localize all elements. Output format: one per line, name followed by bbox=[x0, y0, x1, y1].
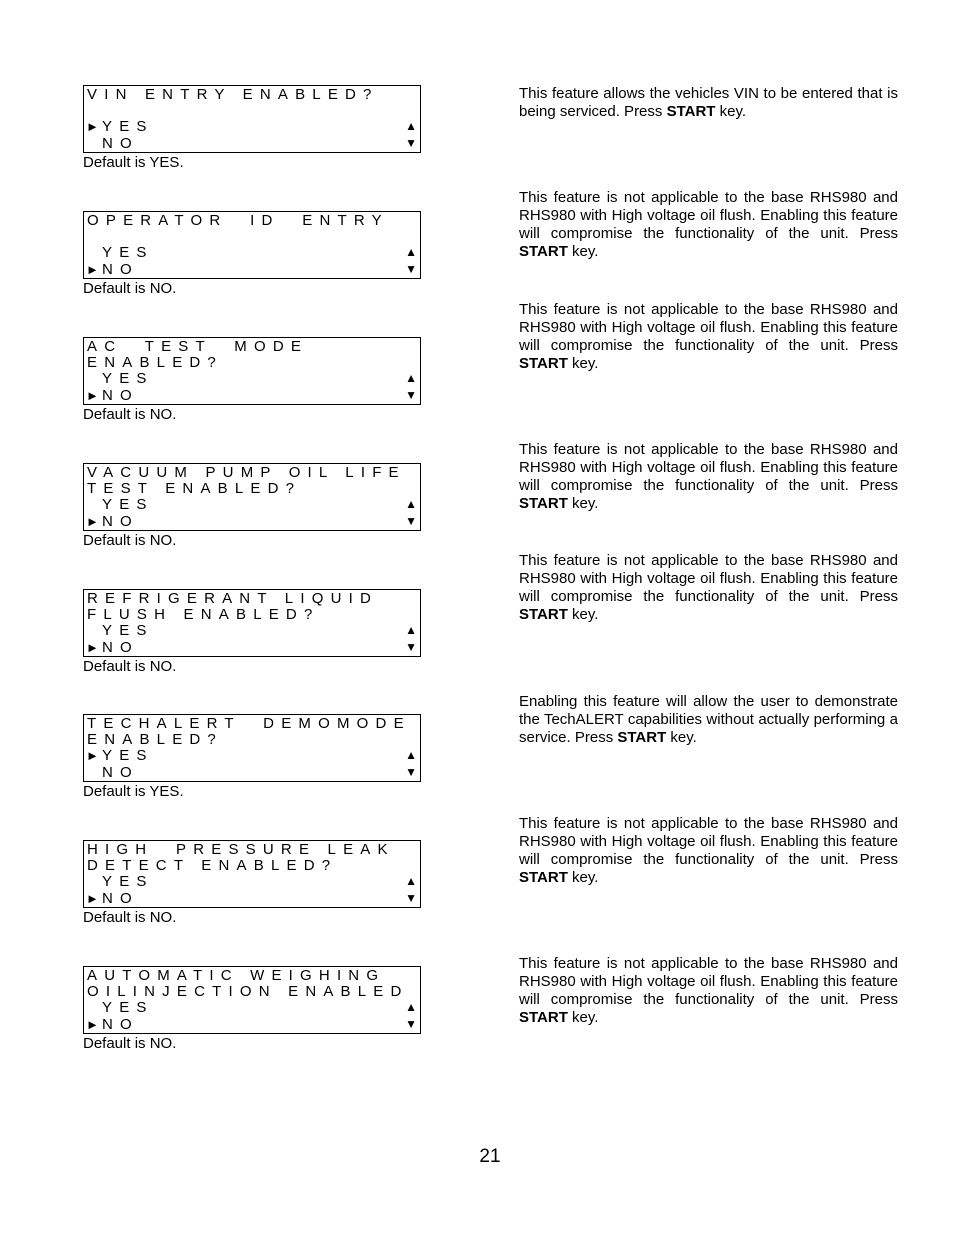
pointer-icon: ► bbox=[86, 748, 99, 763]
option-no[interactable] bbox=[86, 1016, 139, 1033]
up-arrow-icon: ▲ bbox=[405, 748, 417, 762]
lcd-line-1: AUTOMATIC WEIGHING bbox=[87, 967, 386, 984]
page-number: 21 bbox=[479, 1146, 501, 1167]
down-arrow-icon: ▼ bbox=[405, 136, 417, 150]
feature-description bbox=[519, 189, 898, 261]
lcd-section-refrigerant-flush bbox=[83, 589, 421, 675]
lcd-line-2: OILINJECTION ENABLED bbox=[87, 983, 409, 1000]
default-note: Default is NO. bbox=[83, 909, 177, 926]
option-no[interactable] bbox=[86, 890, 139, 907]
down-arrow-icon: ▼ bbox=[405, 1017, 417, 1031]
down-arrow-icon: ▼ bbox=[405, 262, 417, 276]
description-suffix: key. bbox=[715, 103, 747, 120]
lcd-line-2: ENABLED? bbox=[87, 354, 223, 371]
description-suffix: key. bbox=[567, 243, 599, 260]
description-suffix: key. bbox=[567, 355, 599, 372]
default-note: Default is NO. bbox=[83, 658, 177, 675]
option-yes[interactable] bbox=[86, 999, 154, 1016]
pointer-icon: ► bbox=[86, 640, 99, 655]
lcd-section-operator-id bbox=[83, 211, 421, 297]
description-suffix: key. bbox=[567, 495, 599, 512]
option-yes[interactable] bbox=[86, 622, 154, 639]
lcd-line-1: TECHALERT DEMOMODE bbox=[87, 715, 411, 732]
start-key-label: START bbox=[519, 606, 568, 623]
lcd-display bbox=[83, 85, 421, 153]
pointer-icon: ► bbox=[86, 119, 99, 134]
feature-description bbox=[519, 552, 898, 624]
description-text: This feature is not applicable to the base RHS980 and RHS980 with High voltage oil flush. Enabling this feature will compromise the functionality of the unit. Press bbox=[519, 189, 898, 242]
lcd-line-2: FLUSH ENABLED? bbox=[87, 606, 320, 623]
pointer-icon: ► bbox=[86, 891, 99, 906]
feature-description bbox=[519, 301, 898, 373]
lcd-line-1: AC TEST MODE bbox=[87, 338, 309, 355]
option-no-label: NO bbox=[102, 513, 139, 530]
option-no-label: NO bbox=[102, 387, 139, 404]
up-arrow-icon: ▲ bbox=[405, 497, 417, 511]
lcd-line-1: VACUUM PUMP OIL LIFE bbox=[87, 464, 406, 481]
option-yes[interactable] bbox=[86, 370, 154, 387]
start-key-label: START bbox=[519, 355, 568, 372]
pointer-icon: ► bbox=[86, 1017, 99, 1032]
start-key-label: START bbox=[519, 1009, 568, 1026]
description-text: This feature is not applicable to the base RHS980 and RHS980 with High voltage oil flush. Enabling this feature will compromise the functionality of the unit. Press bbox=[519, 552, 898, 605]
lcd-display bbox=[83, 589, 421, 657]
description-suffix: key. bbox=[567, 869, 599, 886]
up-arrow-icon: ▲ bbox=[405, 245, 417, 259]
down-arrow-icon: ▼ bbox=[405, 514, 417, 528]
lcd-section-techalert-demomode bbox=[83, 714, 421, 800]
lcd-line-2: DETECT ENABLED? bbox=[87, 857, 338, 874]
option-no[interactable] bbox=[86, 387, 139, 404]
down-arrow-icon: ▼ bbox=[405, 765, 417, 779]
option-yes[interactable] bbox=[86, 118, 154, 135]
lcd-display bbox=[83, 714, 421, 782]
lcd-line-2: ENABLED? bbox=[87, 731, 223, 748]
description-suffix: key. bbox=[567, 1009, 599, 1026]
lcd-section-high-pressure-leak bbox=[83, 840, 421, 926]
lcd-section-automatic-weighing bbox=[83, 966, 421, 1052]
option-yes-label: YES bbox=[102, 747, 154, 764]
up-arrow-icon: ▲ bbox=[405, 623, 417, 637]
option-no[interactable] bbox=[86, 764, 139, 781]
feature-description bbox=[519, 441, 898, 513]
start-key-label: START bbox=[519, 869, 568, 886]
up-arrow-icon: ▲ bbox=[405, 119, 417, 133]
default-note: Default is NO. bbox=[83, 280, 177, 297]
option-yes-label: YES bbox=[102, 873, 154, 890]
option-no-label: NO bbox=[102, 890, 139, 907]
lcd-section-ac-test-mode bbox=[83, 337, 421, 423]
lcd-display bbox=[83, 966, 421, 1034]
down-arrow-icon: ▼ bbox=[405, 388, 417, 402]
description-text: This feature is not applicable to the base RHS980 and RHS980 with High voltage oil flush. Enabling this feature will compromise the functionality of the unit. Press bbox=[519, 815, 898, 868]
feature-description bbox=[519, 85, 898, 121]
feature-description bbox=[519, 815, 898, 887]
lcd-display bbox=[83, 840, 421, 908]
lcd-section-vin-entry bbox=[83, 85, 421, 171]
description-text: Enabling this feature will allow the user to demonstrate the TechALERT capabilities without actually performing a service. Press bbox=[519, 693, 898, 746]
option-no[interactable] bbox=[86, 513, 139, 530]
up-arrow-icon: ▲ bbox=[405, 1000, 417, 1014]
option-no[interactable] bbox=[86, 639, 139, 656]
down-arrow-icon: ▼ bbox=[405, 640, 417, 654]
default-note: Default is NO. bbox=[83, 406, 177, 423]
option-no-label: NO bbox=[102, 1016, 139, 1033]
lcd-line-1: REFRIGERANT LIQUID bbox=[87, 590, 379, 607]
description-text: This feature is not applicable to the base RHS980 and RHS980 with High voltage oil flush. Enabling this feature will compromise the functionality of the unit. Press bbox=[519, 441, 898, 494]
start-key-label: START bbox=[617, 729, 667, 746]
description-text: This feature allows the vehicles VIN to be entered that is being serviced. Press bbox=[519, 85, 898, 120]
option-yes-label: YES bbox=[102, 999, 154, 1016]
down-arrow-icon: ▼ bbox=[405, 891, 417, 905]
default-note: Default is NO. bbox=[83, 1035, 177, 1052]
option-yes[interactable] bbox=[86, 873, 154, 890]
option-no-label: NO bbox=[102, 261, 139, 278]
description-suffix: key. bbox=[567, 606, 599, 623]
default-note: Default is YES. bbox=[83, 154, 184, 171]
option-yes[interactable] bbox=[86, 496, 154, 513]
feature-description bbox=[519, 693, 898, 747]
description-text: This feature is not applicable to the base RHS980 and RHS980 with High voltage oil flush. Enabling this feature will compromise the functionality of the unit. Press bbox=[519, 955, 898, 1008]
lcd-section-vacuum-pump bbox=[83, 463, 421, 549]
option-yes-label: YES bbox=[102, 370, 154, 387]
lcd-display bbox=[83, 211, 421, 279]
option-yes-label: YES bbox=[102, 496, 154, 513]
description-text: This feature is not applicable to the base RHS980 and RHS980 with High voltage oil flush. Enabling this feature will compromise the functionality of the unit. Press bbox=[519, 301, 898, 354]
start-key-label: START bbox=[666, 103, 716, 120]
description-suffix: key. bbox=[666, 729, 697, 746]
option-no[interactable] bbox=[86, 135, 139, 152]
up-arrow-icon: ▲ bbox=[405, 371, 417, 385]
option-yes-label: YES bbox=[102, 622, 154, 639]
start-key-label: START bbox=[519, 495, 568, 512]
option-no[interactable] bbox=[86, 261, 139, 278]
default-note: Default is YES. bbox=[83, 783, 184, 800]
option-no-label: NO bbox=[102, 639, 139, 656]
option-no-label: NO bbox=[102, 135, 139, 152]
pointer-icon: ► bbox=[86, 262, 99, 277]
lcd-line-1: OPERATOR ID ENTRY bbox=[87, 212, 389, 229]
lcd-display bbox=[83, 463, 421, 531]
default-note: Default is NO. bbox=[83, 532, 177, 549]
option-yes-label: YES bbox=[102, 118, 154, 135]
option-yes[interactable] bbox=[86, 747, 154, 764]
start-key-label: START bbox=[519, 243, 568, 260]
up-arrow-icon: ▲ bbox=[405, 874, 417, 888]
lcd-line-2: TEST ENABLED? bbox=[87, 480, 302, 497]
option-yes[interactable] bbox=[86, 244, 154, 261]
lcd-line-1: VIN ENTRY ENABLED? bbox=[87, 86, 379, 103]
option-yes-label: YES bbox=[102, 244, 154, 261]
pointer-icon: ► bbox=[86, 514, 99, 529]
lcd-display bbox=[83, 337, 421, 405]
feature-description bbox=[519, 955, 898, 1027]
pointer-icon: ► bbox=[86, 388, 99, 403]
option-no-label: NO bbox=[102, 764, 139, 781]
lcd-line-1: HIGH PRESSURE LEAK bbox=[87, 841, 395, 858]
